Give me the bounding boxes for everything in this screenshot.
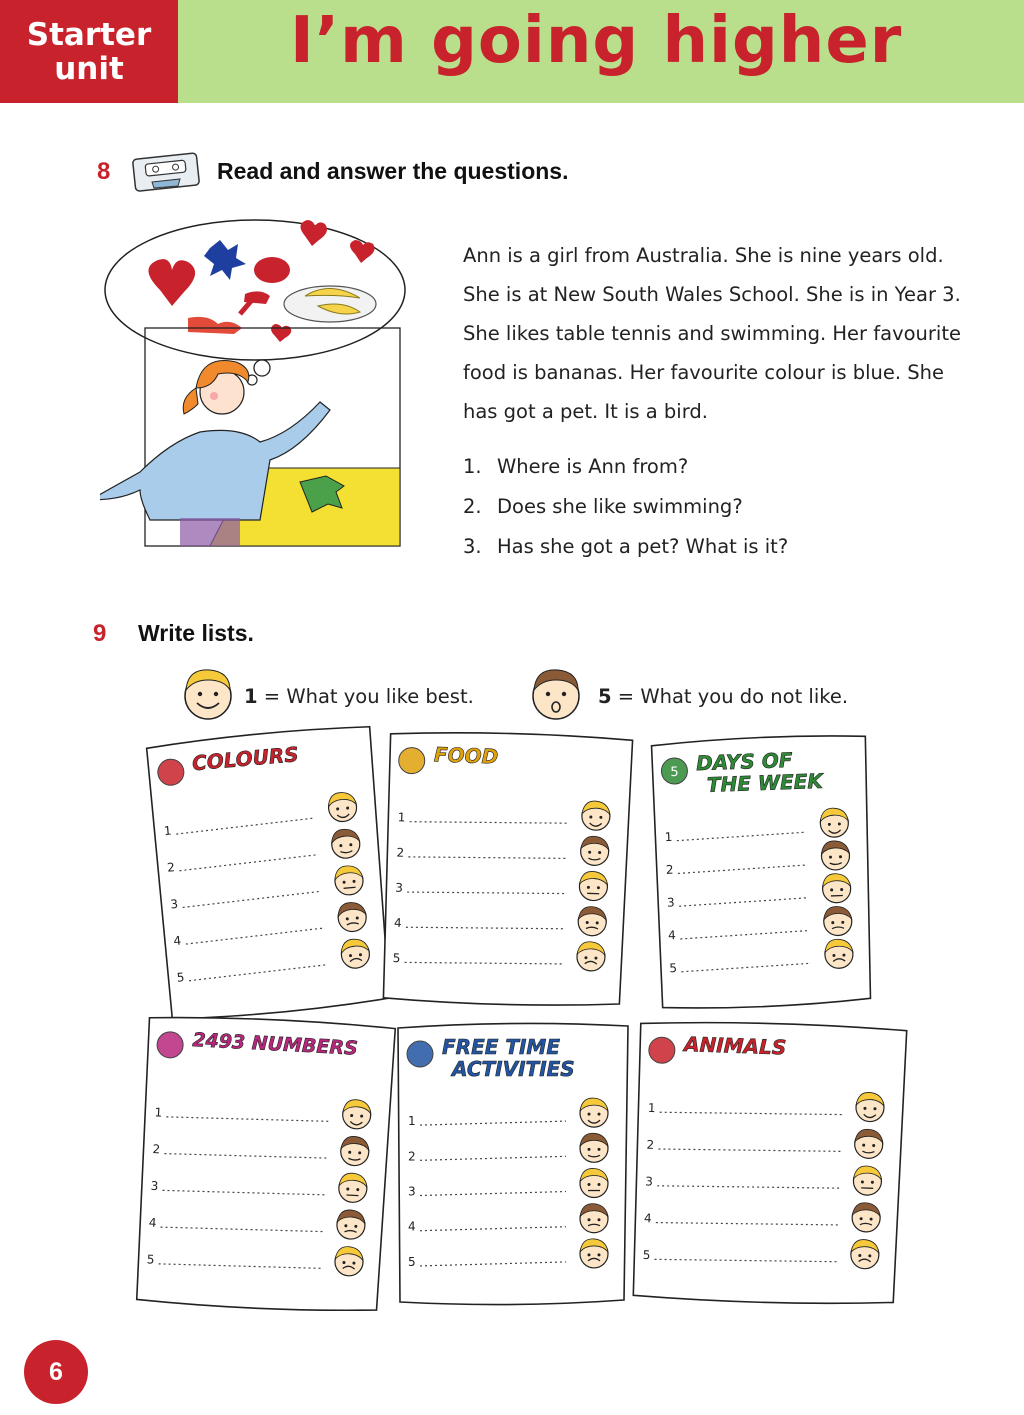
row-number: 4 xyxy=(148,1215,157,1230)
page-number: 6 xyxy=(24,1340,88,1404)
row-number: 5 xyxy=(392,950,401,966)
row-number: 4 xyxy=(408,1219,416,1234)
sad-face-icon xyxy=(823,906,852,936)
happy-face-icon xyxy=(580,1133,608,1162)
sad-face-icon xyxy=(824,939,853,969)
happy-face-icon xyxy=(580,1098,608,1127)
list-card-free-time-activities xyxy=(390,1018,636,1310)
exercise-8-number: 8 xyxy=(97,158,111,185)
unit-tab-line2: unit xyxy=(54,50,124,87)
legend-best-number: 1 xyxy=(244,685,258,708)
row-number: 1 xyxy=(664,829,673,845)
happy-face-icon xyxy=(854,1129,883,1159)
legend-worst-text: = What you do not like. xyxy=(617,685,849,708)
row-number: 4 xyxy=(667,928,677,943)
unit-tab-line1: Starter xyxy=(26,16,152,53)
question-text: Has she got a pet? What is it? xyxy=(497,535,789,558)
sad-face-icon xyxy=(852,1202,881,1232)
sad-face-icon xyxy=(580,1239,608,1268)
row-number: 4 xyxy=(172,933,182,949)
row-number: 2 xyxy=(152,1141,161,1157)
row-number: 3 xyxy=(395,880,404,895)
exercise-9-number: 9 xyxy=(93,620,107,647)
row-number: 1 xyxy=(163,823,173,839)
row-number: 2 xyxy=(166,860,176,875)
list-card-food xyxy=(373,724,641,1015)
row-number: 5 xyxy=(642,1247,651,1263)
happy-face-icon xyxy=(820,808,849,838)
happy-face-icon xyxy=(856,1092,885,1122)
football-icon xyxy=(407,1041,433,1067)
exercise-8-instruction: Read and answer the questions. xyxy=(217,158,569,184)
list-title: ACTIVITIES xyxy=(452,1057,575,1081)
list-card-animals xyxy=(623,1013,915,1313)
ann-illustration xyxy=(100,218,410,548)
unit-tab xyxy=(0,0,178,103)
calendar-day-text: 5 xyxy=(670,764,679,781)
question-text: Does she like swimming? xyxy=(497,495,743,518)
question-list xyxy=(463,450,788,570)
sad-face-icon xyxy=(528,666,584,722)
list-item xyxy=(463,490,788,530)
list-item xyxy=(463,530,788,570)
sad-face-icon xyxy=(850,1239,879,1269)
sad-face-icon xyxy=(577,941,606,971)
row-number: 3 xyxy=(169,896,179,912)
sad-face-icon xyxy=(580,1204,608,1233)
list-item xyxy=(463,450,788,490)
row-number: 2 xyxy=(396,845,405,860)
row-number: 3 xyxy=(645,1174,654,1189)
row-number: 3 xyxy=(408,1184,416,1199)
tiger-icon xyxy=(648,1037,675,1064)
list-title: COLOURS xyxy=(191,742,300,776)
row-number: 1 xyxy=(647,1100,656,1116)
happy-face-icon xyxy=(180,666,236,722)
row-number: 4 xyxy=(643,1211,652,1226)
list-card-days-of-the-week xyxy=(643,728,883,1016)
pie-icon xyxy=(398,747,425,774)
question-text: Where is Ann from? xyxy=(497,455,689,478)
row-number: 5 xyxy=(176,970,186,985)
legend-best xyxy=(244,685,474,708)
row-number: 2 xyxy=(665,862,674,877)
list-title: 2493 NUMBERS xyxy=(191,1029,359,1060)
row-number: 3 xyxy=(150,1178,159,1194)
neutral-face-icon xyxy=(580,1168,608,1197)
sad-face-icon xyxy=(578,906,607,936)
row-number: 1 xyxy=(154,1105,163,1120)
legend-worst xyxy=(598,685,848,708)
calendar-icon xyxy=(661,758,688,785)
list-title: FOOD xyxy=(433,742,499,769)
row-number: 4 xyxy=(393,915,402,931)
list-title: THE WEEK xyxy=(706,768,824,797)
row-number: 5 xyxy=(146,1252,155,1267)
happy-face-icon xyxy=(580,836,609,866)
question-number: 3. xyxy=(463,535,482,558)
neutral-face-icon xyxy=(579,871,608,901)
list-card-colours xyxy=(138,718,405,1028)
legend-worst-number: 5 xyxy=(598,685,612,708)
exercise-9-instruction: Write lists. xyxy=(138,620,254,646)
page-title: I’m going higher xyxy=(290,4,903,78)
neutral-face-icon xyxy=(853,1166,882,1196)
cassette-icon xyxy=(132,152,202,192)
row-number: 2 xyxy=(408,1149,416,1164)
row-number: 5 xyxy=(408,1254,416,1269)
row-number: 1 xyxy=(408,1114,416,1129)
question-number: 1. xyxy=(463,455,482,478)
story-text: Ann is a girl from Australia. She is nine years old. She is at New South Wales School. She is in Year 3. She likes table tennis and swimming. Her favourite food is bananas. Her favourite colour is blue. She has got a pet. It is a bird. xyxy=(463,244,961,423)
happy-face-icon xyxy=(821,840,850,870)
row-number: 1 xyxy=(397,810,406,825)
neutral-face-icon xyxy=(822,873,851,903)
list-title: DAYS OF xyxy=(695,747,793,776)
question-number: 2. xyxy=(463,495,482,518)
list-title: ANIMALS xyxy=(683,1031,787,1060)
list-title: FREE TIME xyxy=(442,1035,560,1059)
happy-face-icon xyxy=(581,801,610,831)
row-number: 5 xyxy=(669,960,678,976)
row-number: 3 xyxy=(666,895,675,910)
legend-best-text: = What you like best. xyxy=(263,685,474,708)
list-card-numbers xyxy=(126,1007,403,1320)
row-number: 2 xyxy=(646,1137,655,1152)
